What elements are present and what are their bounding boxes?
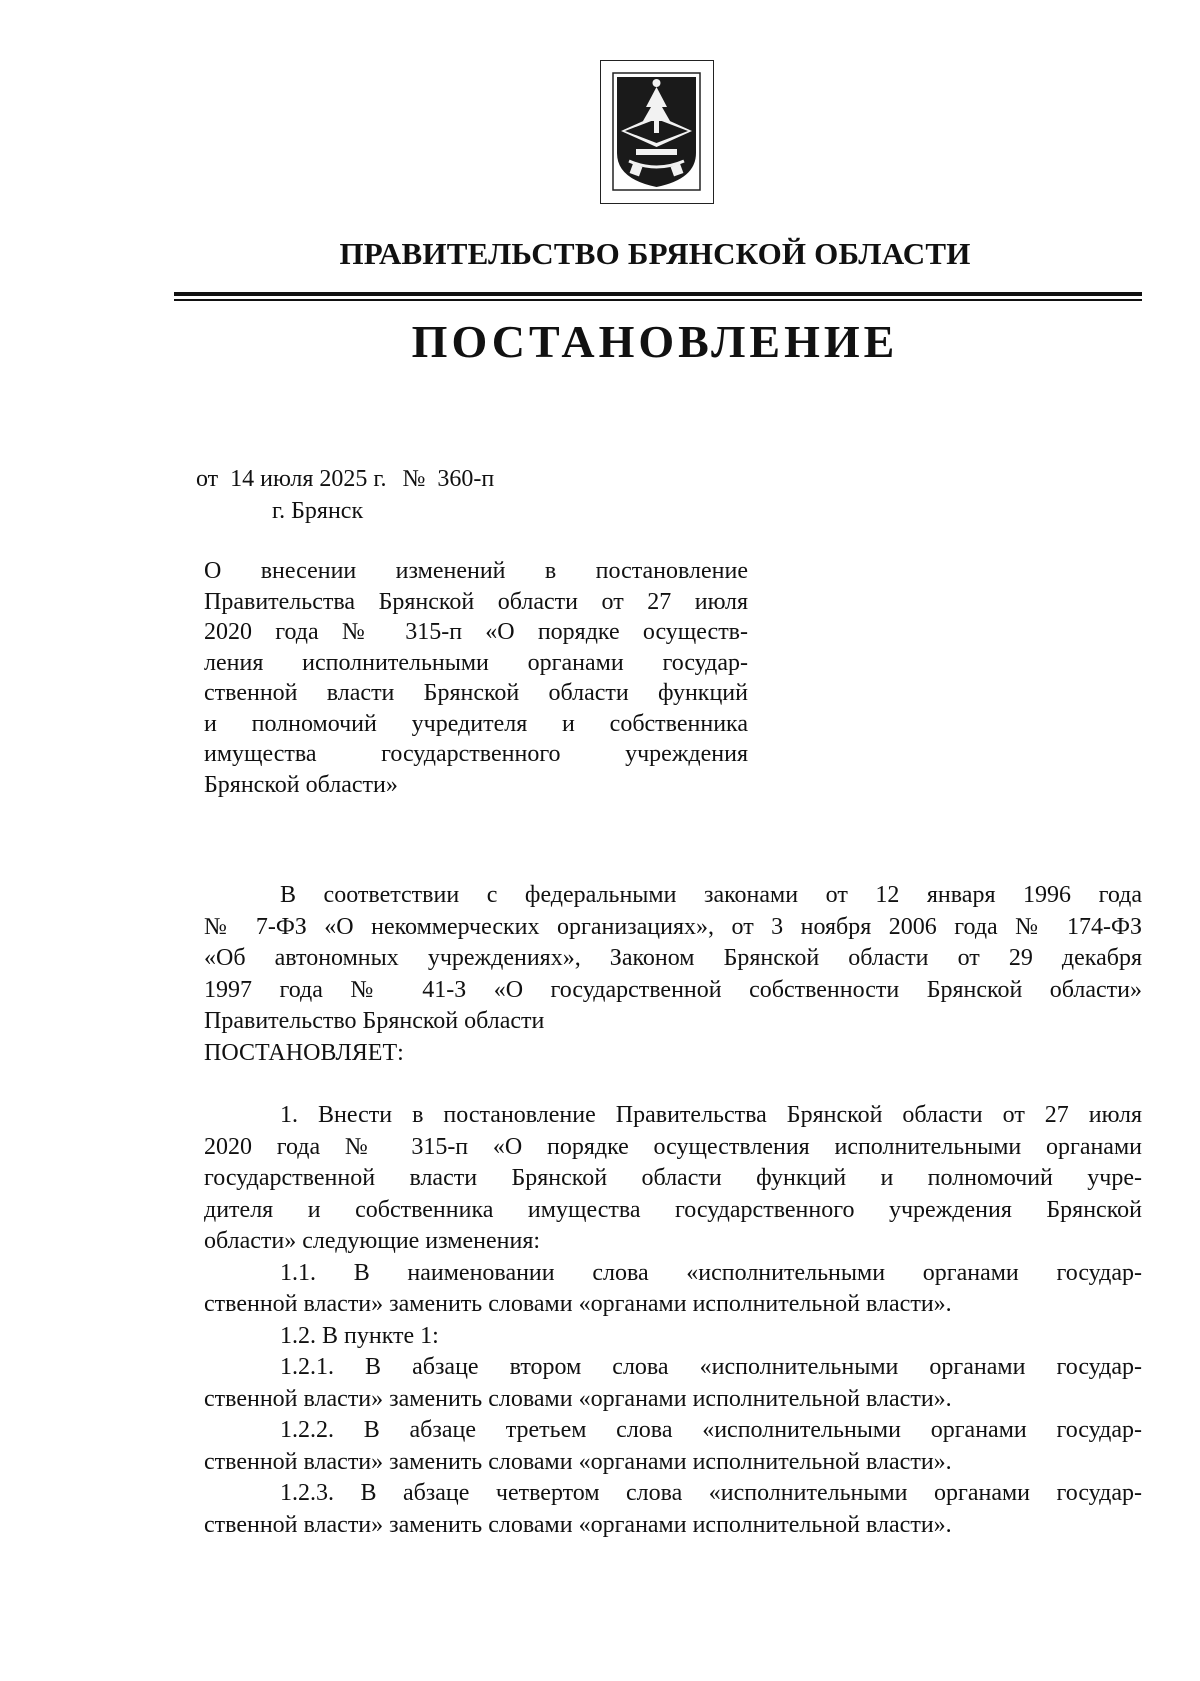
coat-of-arms-icon [600,60,714,204]
document-number: 360-п [437,466,495,492]
preamble-line: Правительство Брянской области [204,1008,545,1034]
number-sign: № [402,466,426,492]
subject-line: ления исполнительными органами государ- [204,649,748,676]
preamble-line: № 7-ФЗ «О некоммерческих организациях», от 3 ноября 2006 года № 174-ФЗ [204,913,1142,940]
subject-line: имущества государственного учреждения [204,741,748,767]
subject-line: 2020 года № 315-п «О порядке осуществ- [204,619,748,645]
document-date-line [196,466,494,493]
preamble-paragraph [204,880,1142,1038]
point-line: 1.2.3. В абзаце четвертом слова «исполнительными органами государ- [280,1480,1142,1506]
point-line: 1.2.1. В абзаце втором слова «исполнительными органами государ- [280,1354,1142,1380]
point-line: ственной власти» заменить словами «органами исполнительной власти». [204,1448,952,1475]
resolution-points [204,1100,1142,1541]
point-line: 1.2.2. В абзаце третьем слова «исполнительными органами государ- [280,1417,1142,1443]
point-line: области» следующие изменения: [204,1228,541,1254]
point-line: 2020 года № 315-п «О порядке осуществления исполнительными органами [204,1133,1142,1160]
preamble-line: В соответствии с федеральными законами от 12 января 1996 года [280,882,1142,908]
point-line: ственной власти» заменить словами «органами исполнительной власти». [204,1511,952,1538]
point-line: 1. Внести в постановление Правительства Брянской области от 27 июля [280,1102,1142,1128]
date-prefix: от [196,466,219,492]
document-subject [204,556,748,800]
subject-line: Брянской области» [204,771,398,798]
document-city: г. Брянск [272,498,364,524]
point-line: ственной власти» заменить словами «органами исполнительной власти». [204,1385,952,1412]
subject-line: О внесении изменений в постановление [204,558,748,584]
document-type-title: ПОСТАНОВЛЕНИЕ [411,316,899,367]
preamble-line: 1997 года № 41-З «О государственной собственности Брянской области» [204,976,1142,1003]
government-title: ПРАВИТЕЛЬСТВО БРЯНСКОЙ ОБЛАСТИ [339,236,971,271]
point-line: государственной власти Брянской области функций и полномочий учре- [204,1165,1142,1191]
subject-line: ственной власти Брянской области функций [204,680,748,706]
subject-line: Правительства Брянской области от 27 июля [204,588,748,615]
header-rule-thin [174,299,1142,301]
point-line: ственной власти» заменить словами «органами исполнительной власти». [204,1291,952,1317]
preamble-line: «Об автономных учреждениях», Законом Брянской области от 29 декабря [204,945,1142,971]
resolves-word: ПОСТАНОВЛЯЕТ: [204,1040,404,1066]
subject-line: и полномочий учредителя и собственника [204,710,748,737]
point-line: 1.2. В пункте 1: [280,1322,439,1349]
document-date: 14 июля 2025 г. [230,466,387,492]
header-rule-thick [174,292,1142,296]
point-line: 1.1. В наименовании слова «исполнительными органами государ- [280,1259,1142,1286]
point-line: дителя и собственника имущества государственного учреждения Брянской [204,1196,1142,1223]
